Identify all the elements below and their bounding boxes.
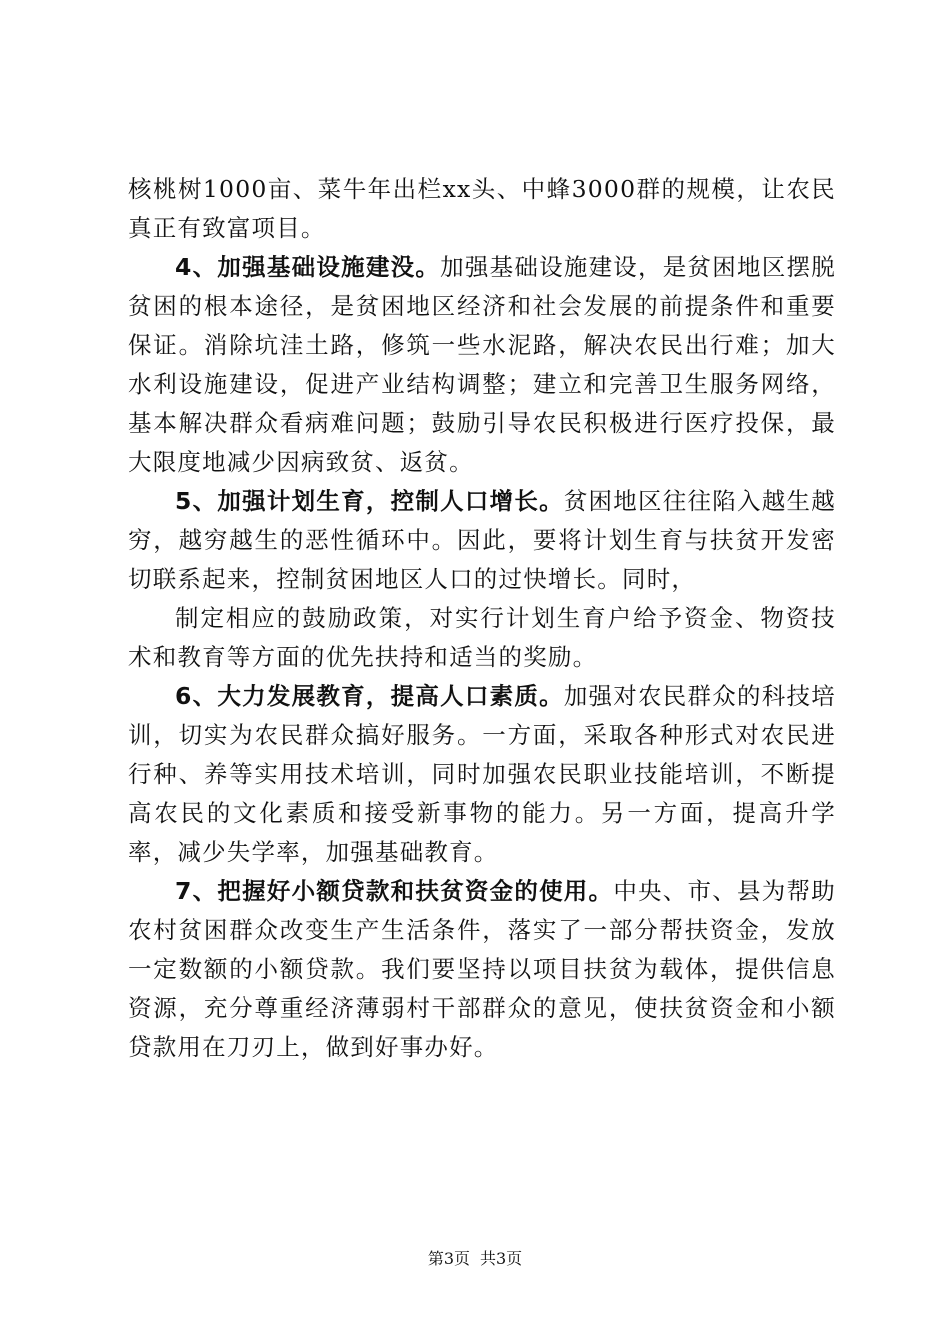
paragraph-heading: 7、把握好小额贷款和扶贫资金的使用。 [175, 877, 614, 905]
paragraph-continuation [128, 170, 836, 248]
paragraph-text: 贫困地区往往陷入越生越穷，越穷越生的恶性循环中。因此，要将计划生育与扶贫开发密切联系起来，控制贫困地区人口的过快增长。同时， [128, 487, 836, 593]
page-footer [0, 1246, 950, 1269]
page-number-current: 第3页 [427, 1249, 470, 1268]
paragraph-text: 核桃树1000亩、菜牛年出栏xx头、中蜂3000群的规模，让农民真正有致富项目。 [128, 175, 836, 242]
paragraph-microloans [128, 872, 836, 1067]
paragraph-education [128, 677, 836, 872]
paragraph-incentive-policy [128, 599, 836, 677]
paragraph-heading: 5、加强计划生育，控制人口增长。 [175, 487, 564, 515]
paragraph-infrastructure [128, 248, 836, 482]
document-body [128, 170, 836, 1067]
paragraph-text: 制定相应的鼓励政策，对实行计划生育户给予资金、物资技术和教育等方面的优先扶持和适当的奖励。 [128, 604, 836, 671]
paragraph-text: 加强基础设施建设，是贫困地区摆脱贫困的根本途径，是贫困地区经济和社会发展的前提条件和重要保证。消除坑洼土路，修筑一些水泥路，解决农民出行难；加大水利设施建设，促进产业结构调整；建立和完善卫生服务网络，基本解决群众看病难问题；鼓励引导农民积极进行医疗投保，最大限度地减少因病致贫、返贫。 [128, 253, 836, 476]
page-number-total: 共3页 [480, 1249, 523, 1268]
paragraph-text: 中央、市、县为帮助农村贫困群众改变生产生活条件，落实了一部分帮扶资金，发放一定数额的小额贷款。我们要坚持以项目扶贫为载体，提供信息资源，充分尊重经济薄弱村干部群众的意见，使扶贫资金和小额贷款用在刀刃上，做到好事办好。 [128, 877, 836, 1061]
paragraph-family-planning [128, 482, 836, 599]
paragraph-heading: 6、大力发展教育，提高人口素质。 [175, 682, 564, 710]
paragraph-text: 加强对农民群众的科技培训，切实为农民群众搞好服务。一方面，采取各种形式对农民进行种、养等实用技术培训，同时加强农民职业技能培训，不断提高农民的文化素质和接受新事物的能力。另一方面，提高升学率，减少失学率，加强基础教育。 [128, 682, 836, 866]
paragraph-heading: 4、加强基础设施建没。 [175, 253, 441, 281]
